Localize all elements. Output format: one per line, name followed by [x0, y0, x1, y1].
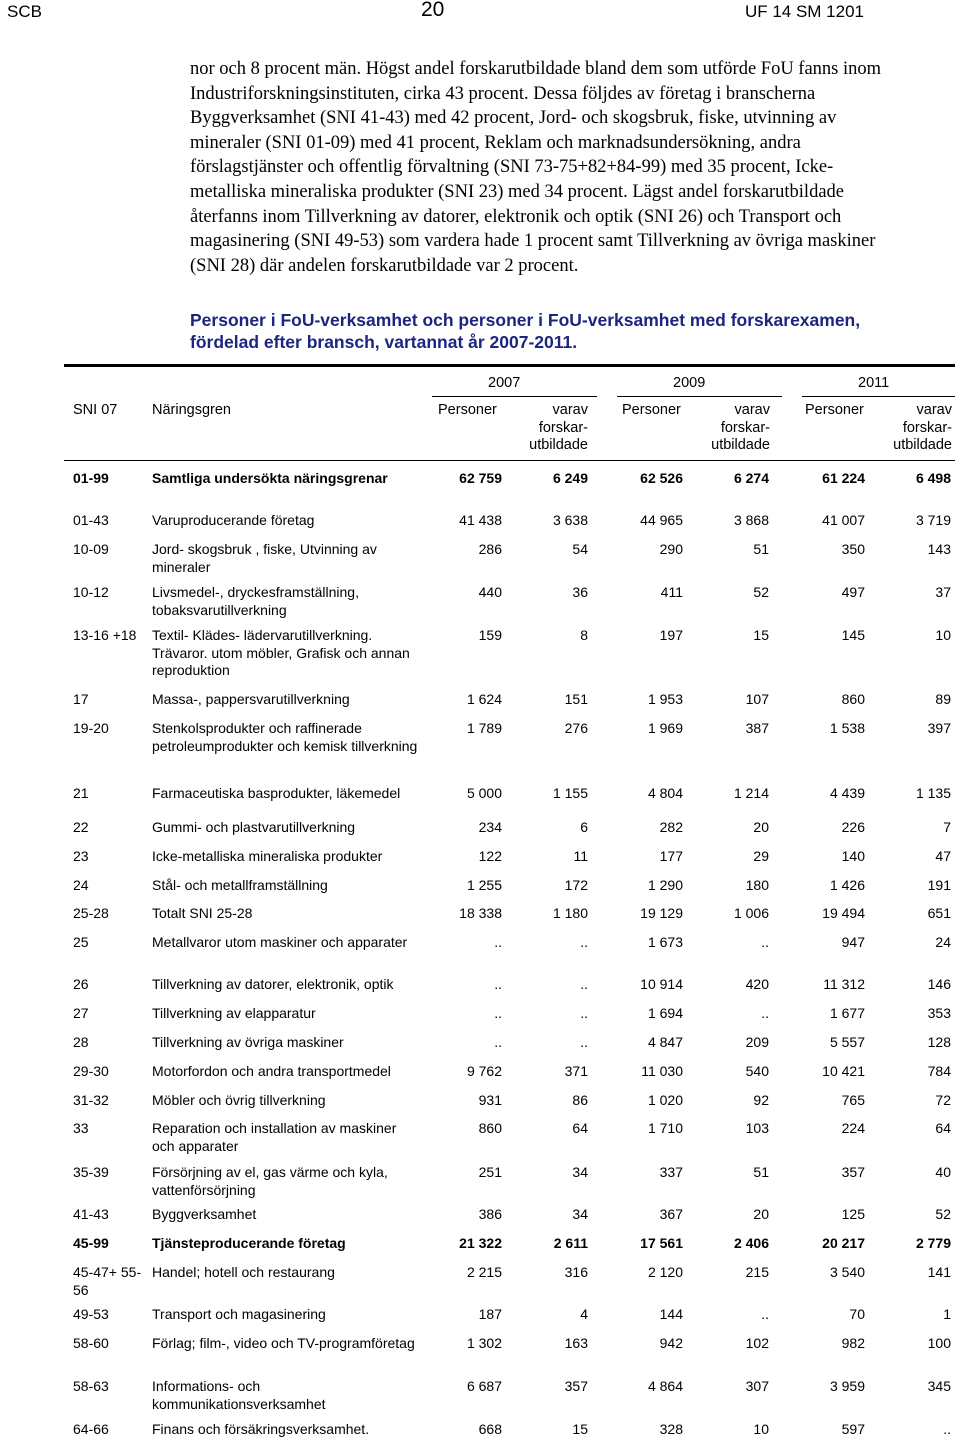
row-value: 140 [841, 848, 865, 864]
row-value: 17 561 [640, 1235, 683, 1251]
row-value: 209 [745, 1034, 769, 1050]
row-value: 34 [572, 1164, 588, 1180]
row-value: 1 [943, 1306, 951, 1322]
row-code: 45-99 [73, 1235, 109, 1251]
row-name: Transport och magasinering [152, 1306, 326, 1322]
table-caption: Personer i FoU-verksamhet och personer i FoU-verksamhet med forskarexamen, fördelad efter bransch, vartannat år 2007-2011. [190, 310, 861, 352]
row-value: 146 [927, 976, 951, 992]
row-code: 31-32 [73, 1092, 109, 1108]
row-value: 163 [564, 1335, 588, 1351]
row-code: 24 [73, 877, 89, 893]
row-value: 1 155 [552, 785, 588, 801]
row-value: 86 [572, 1092, 588, 1108]
row-value: 11 030 [641, 1063, 683, 1079]
row-value: 191 [927, 877, 951, 893]
row-value: 1 290 [647, 877, 683, 893]
row-value: 21 322 [459, 1235, 502, 1251]
col-header-varav-2007: varav forskar-utbildade [529, 402, 588, 453]
row-value: 651 [927, 905, 951, 921]
row-value: 37 [935, 584, 951, 600]
row-name: Motorfordon och andra transportmedel [152, 1063, 391, 1079]
row-value: 860 [841, 691, 865, 707]
row-value: .. [761, 1005, 769, 1021]
row-value: 6 274 [733, 470, 769, 486]
row-value: 20 217 [822, 1235, 865, 1251]
row-code: 35-39 [73, 1164, 109, 1180]
row-value: 765 [841, 1092, 865, 1108]
row-value: 234 [478, 819, 502, 835]
row-value: 1 789 [466, 720, 502, 736]
row-name: Försörjning av el, gas värme och kyla, vattenförsörjning [152, 1164, 388, 1198]
row-name: Stål- och metallframställning [152, 877, 328, 893]
row-value: 29 [753, 848, 769, 864]
row-value: 159 [478, 627, 502, 643]
row-value: .. [580, 1034, 588, 1050]
row-name: Förlag; film-, video och TV-programföretag [152, 1335, 415, 1351]
row-code: 26 [73, 976, 89, 992]
row-value: 1 020 [647, 1092, 683, 1108]
row-value: 345 [927, 1378, 951, 1394]
row-value: 387 [745, 720, 769, 736]
row-value: 20 [753, 819, 769, 835]
row-value: 102 [745, 1335, 769, 1351]
row-value: 44 965 [640, 512, 683, 528]
row-value: 9 762 [466, 1063, 502, 1079]
row-value: 107 [745, 691, 769, 707]
row-name: Tjänsteproducerande företag [152, 1235, 346, 1251]
row-value: 5 557 [829, 1034, 865, 1050]
row-value: 89 [935, 691, 951, 707]
row-value: 6 498 [915, 470, 951, 486]
body-paragraph: nor och 8 procent män. Högst andel forskarutbildade bland dem som utförde FoU fanns inom Industriforskningsinstituten, cirka 43 procent. Dessa följdes av företag i branscherna Byggverksamhet (SNI 41-43) med 42 procent, Jord- och skogsbruk, fiske, utvinning av mineraler (SNI 01-09) med 41 procent, Reklam och marknadsundersökning, andra förslagstjänster och offentlig förvaltning (SNI 73-75+82+84-99) med 35 procent, Icke-metalliska mineraliska produkter (SNI 23) med 34 procent. Lägst andel forskarutbildade återfanns inom Tillverkning av datorer, elektronik och optik (SNI 26) och Transport och magasinering (SNI 49-53) som vardera hade 1 procent samt Tillverkning av övriga maskiner (SNI 28) där andelen forskarutbildade var 2 procent. [190, 59, 882, 276]
row-value: 497 [841, 584, 865, 600]
row-value: 397 [927, 720, 951, 736]
row-value: 1 255 [466, 877, 502, 893]
row-value: 92 [753, 1092, 769, 1108]
row-value: 1 426 [829, 877, 865, 893]
row-value: 141 [927, 1264, 951, 1280]
row-value: 942 [659, 1335, 683, 1351]
row-value: 100 [927, 1335, 951, 1351]
row-value: .. [761, 934, 769, 950]
row-name: Samtliga undersökta näringsgrenar [152, 470, 388, 486]
row-value: 282 [659, 819, 683, 835]
col-header-varav-2009: varav forskar-utbildade [711, 402, 770, 453]
row-value: 41 007 [822, 512, 865, 528]
row-value: 337 [659, 1164, 683, 1180]
row-value: 41 438 [459, 512, 502, 528]
row-value: 51 [753, 541, 769, 557]
row-value: 1 006 [733, 905, 769, 921]
row-value: 197 [659, 627, 683, 643]
row-value: 540 [745, 1063, 769, 1079]
row-name: Icke-metalliska mineraliska produkter [152, 848, 383, 864]
row-value: 143 [927, 541, 951, 557]
row-value: 52 [753, 584, 769, 600]
row-code: 01-43 [73, 512, 109, 528]
row-value: 61 224 [822, 470, 865, 486]
row-value: 1 135 [915, 785, 951, 801]
row-value: 357 [841, 1164, 865, 1180]
row-value: 947 [841, 934, 865, 950]
row-value: 860 [478, 1120, 502, 1136]
row-value: 440 [478, 584, 502, 600]
row-code: 25 [73, 934, 89, 950]
row-code: 64-66 [73, 1421, 109, 1437]
row-value: 72 [935, 1092, 951, 1108]
row-value: 8 [580, 627, 588, 643]
row-code: 10-09 [73, 541, 109, 557]
row-name: Totalt SNI 25-28 [152, 905, 253, 921]
row-value: 931 [478, 1092, 502, 1108]
row-value: 982 [841, 1335, 865, 1351]
row-value: 70 [849, 1306, 865, 1322]
row-value: 177 [659, 848, 683, 864]
row-value: 3 719 [915, 512, 951, 528]
row-value: 6 687 [466, 1378, 502, 1394]
row-value: 125 [841, 1206, 865, 1222]
row-value: 350 [841, 541, 865, 557]
row-value: .. [580, 934, 588, 950]
row-value: 40 [935, 1164, 951, 1180]
row-value: 1 302 [466, 1335, 502, 1351]
row-value: 353 [927, 1005, 951, 1021]
row-code: 13-16 +18 [73, 627, 137, 643]
row-name: Gummi- och plastvarutillverkning [152, 819, 356, 835]
row-name: Textil- Klädes- lädervarutillverkning. Trävaror. utom möbler, Grafisk och annan reproduktion [152, 627, 410, 678]
row-code: 17 [73, 691, 89, 707]
page-number: 20 [421, 0, 445, 21]
row-value: 47 [935, 848, 951, 864]
year-2009: 2009 [673, 375, 706, 391]
row-value: 386 [478, 1206, 502, 1222]
row-value: 4 [580, 1306, 588, 1322]
row-code: 21 [73, 785, 89, 801]
row-value: 122 [478, 848, 502, 864]
row-value: 1 953 [647, 691, 683, 707]
row-value: 1 624 [466, 691, 502, 707]
row-value: 316 [564, 1264, 588, 1280]
row-name: Möbler och övrig tillverkning [152, 1092, 326, 1108]
row-value: 286 [478, 541, 502, 557]
row-value: 2 406 [733, 1235, 769, 1251]
row-value: .. [580, 976, 588, 992]
row-name: Stenkolsprodukter och raffinerade petroleumprodukter och kemisk tillverkning [152, 720, 418, 754]
col-header-naringsgren: Näringsgren [152, 402, 231, 418]
row-value: 1 180 [552, 905, 588, 921]
row-value: 128 [927, 1034, 951, 1050]
row-value: 6 249 [552, 470, 588, 486]
row-name: Metallvaror utom maskiner och apparater [152, 934, 408, 950]
row-value: 411 [660, 584, 683, 600]
row-value: 10 [753, 1421, 769, 1437]
row-value: 1 969 [647, 720, 683, 736]
row-value: 3 959 [829, 1378, 865, 1394]
row-value: 2 215 [466, 1264, 502, 1280]
row-value: 51 [753, 1164, 769, 1180]
row-name: Finans och försäkringsverksamhet. [152, 1421, 370, 1437]
row-value: 3 540 [829, 1264, 865, 1280]
row-code: 58-60 [73, 1335, 109, 1351]
row-code: 22 [73, 819, 89, 835]
row-code: 01-99 [73, 470, 109, 486]
row-value: 15 [572, 1421, 588, 1437]
row-value: 276 [564, 720, 588, 736]
row-value: 62 526 [640, 470, 683, 486]
row-code: 25-28 [73, 905, 109, 921]
row-value: 226 [841, 819, 865, 835]
row-value: 2 611 [553, 1235, 588, 1251]
row-value: 15 [753, 627, 769, 643]
row-value: 64 [572, 1120, 588, 1136]
row-code: 28 [73, 1034, 89, 1050]
header-series: UF 14 SM 1201 [744, 2, 864, 21]
row-value: 5 000 [466, 785, 502, 801]
row-code: 19-20 [73, 720, 109, 736]
row-name: Livsmedel-, dryckesframställning, tobaksvarutillverkning [152, 584, 359, 618]
row-name: Jord- skogsbruk , fiske, Utvinning av mineraler [152, 541, 377, 575]
row-code: 49-53 [73, 1306, 109, 1322]
row-name: Byggverksamhet [152, 1206, 257, 1222]
row-value: 62 759 [459, 470, 502, 486]
row-value: 10 [935, 627, 951, 643]
row-value: 64 [935, 1120, 951, 1136]
row-value: 4 864 [647, 1378, 683, 1394]
col-header-personer-2011: Personer [805, 402, 864, 418]
row-value: 187 [478, 1306, 502, 1322]
row-value: .. [580, 1005, 588, 1021]
row-name: Massa-, pappersvarutillverkning [152, 691, 350, 707]
row-value: 357 [564, 1378, 588, 1394]
row-name: Tillverkning av elapparatur [152, 1005, 316, 1021]
row-value: 1 710 [647, 1120, 683, 1136]
row-value: 54 [572, 541, 588, 557]
row-value: 34 [572, 1206, 588, 1222]
row-value: 784 [927, 1063, 951, 1079]
row-value: 2 779 [915, 1235, 951, 1251]
row-value: 215 [745, 1264, 769, 1280]
row-value: 18 338 [459, 905, 502, 921]
row-code: 10-12 [73, 584, 109, 600]
row-name: Tillverkning av datorer, elektronik, optik [152, 976, 394, 992]
row-value: 251 [478, 1164, 502, 1180]
col-header-sni: SNI 07 [73, 402, 118, 418]
row-value: 11 [573, 848, 588, 864]
row-value: 6 [580, 819, 588, 835]
row-value: 2 120 [647, 1264, 683, 1280]
header-publisher: SCB [7, 2, 42, 21]
row-value: 4 439 [829, 785, 865, 801]
row-value: 10 421 [822, 1063, 865, 1079]
year-2007: 2007 [488, 375, 521, 391]
row-code: 45-47+ 55-56 [73, 1264, 142, 1298]
year-2011: 2011 [858, 375, 890, 391]
col-header-personer-2009: Personer [622, 402, 681, 418]
row-value: 668 [478, 1421, 502, 1437]
row-value: 224 [841, 1120, 865, 1136]
row-code: 27 [73, 1005, 89, 1021]
row-value: 307 [745, 1378, 769, 1394]
row-value: 145 [841, 627, 865, 643]
row-value: 3 868 [733, 512, 769, 528]
row-value: 4 847 [647, 1034, 683, 1050]
row-value: 52 [935, 1206, 951, 1222]
row-value: 290 [659, 541, 683, 557]
row-value: .. [494, 1034, 502, 1050]
row-value: 1 694 [647, 1005, 683, 1021]
row-name: Reparation och installation av maskiner och apparater [152, 1120, 397, 1154]
row-value: 20 [753, 1206, 769, 1222]
row-value: 24 [935, 934, 951, 950]
row-value: 4 804 [647, 785, 683, 801]
row-value: 180 [745, 877, 769, 893]
row-value: .. [943, 1421, 951, 1437]
row-code: 29-30 [73, 1063, 109, 1079]
row-value: 3 638 [552, 512, 588, 528]
row-name: Informations- och kommunikationsverksamhet [152, 1378, 326, 1412]
row-value: .. [494, 1005, 502, 1021]
row-value: 1 538 [829, 720, 865, 736]
row-code: 41-43 [73, 1206, 109, 1222]
row-code: 33 [73, 1120, 89, 1136]
row-value: 371 [564, 1063, 588, 1079]
row-value: 1 677 [829, 1005, 865, 1021]
row-value: 367 [659, 1206, 683, 1222]
row-name: Varuproducerande företag [152, 512, 315, 528]
row-name: Tillverkning av övriga maskiner [152, 1034, 344, 1050]
row-value: 1 214 [733, 785, 769, 801]
row-value: .. [494, 934, 502, 950]
row-code: 58-63 [73, 1378, 109, 1394]
row-value: .. [494, 976, 502, 992]
row-value: 7 [943, 819, 951, 835]
row-value: 36 [572, 584, 588, 600]
row-value: .. [761, 1306, 769, 1322]
col-header-varav-2011: varav forskar-utbildade [893, 402, 952, 453]
row-value: 597 [841, 1421, 865, 1437]
row-value: 172 [564, 877, 588, 893]
row-value: 420 [745, 976, 769, 992]
row-value: 11 312 [823, 976, 865, 992]
row-value: 19 494 [822, 905, 865, 921]
row-code: 23 [73, 848, 89, 864]
row-value: 19 129 [640, 905, 683, 921]
row-value: 103 [745, 1120, 769, 1136]
row-value: 144 [659, 1306, 683, 1322]
row-value: 151 [564, 691, 588, 707]
row-value: 1 673 [647, 934, 683, 950]
row-value: 328 [659, 1421, 683, 1437]
row-value: 10 914 [640, 976, 683, 992]
row-name: Farmaceutiska basprodukter, läkemedel [152, 785, 401, 801]
col-header-personer-2007: Personer [438, 402, 497, 418]
row-name: Handel; hotell och restaurang [152, 1264, 335, 1280]
